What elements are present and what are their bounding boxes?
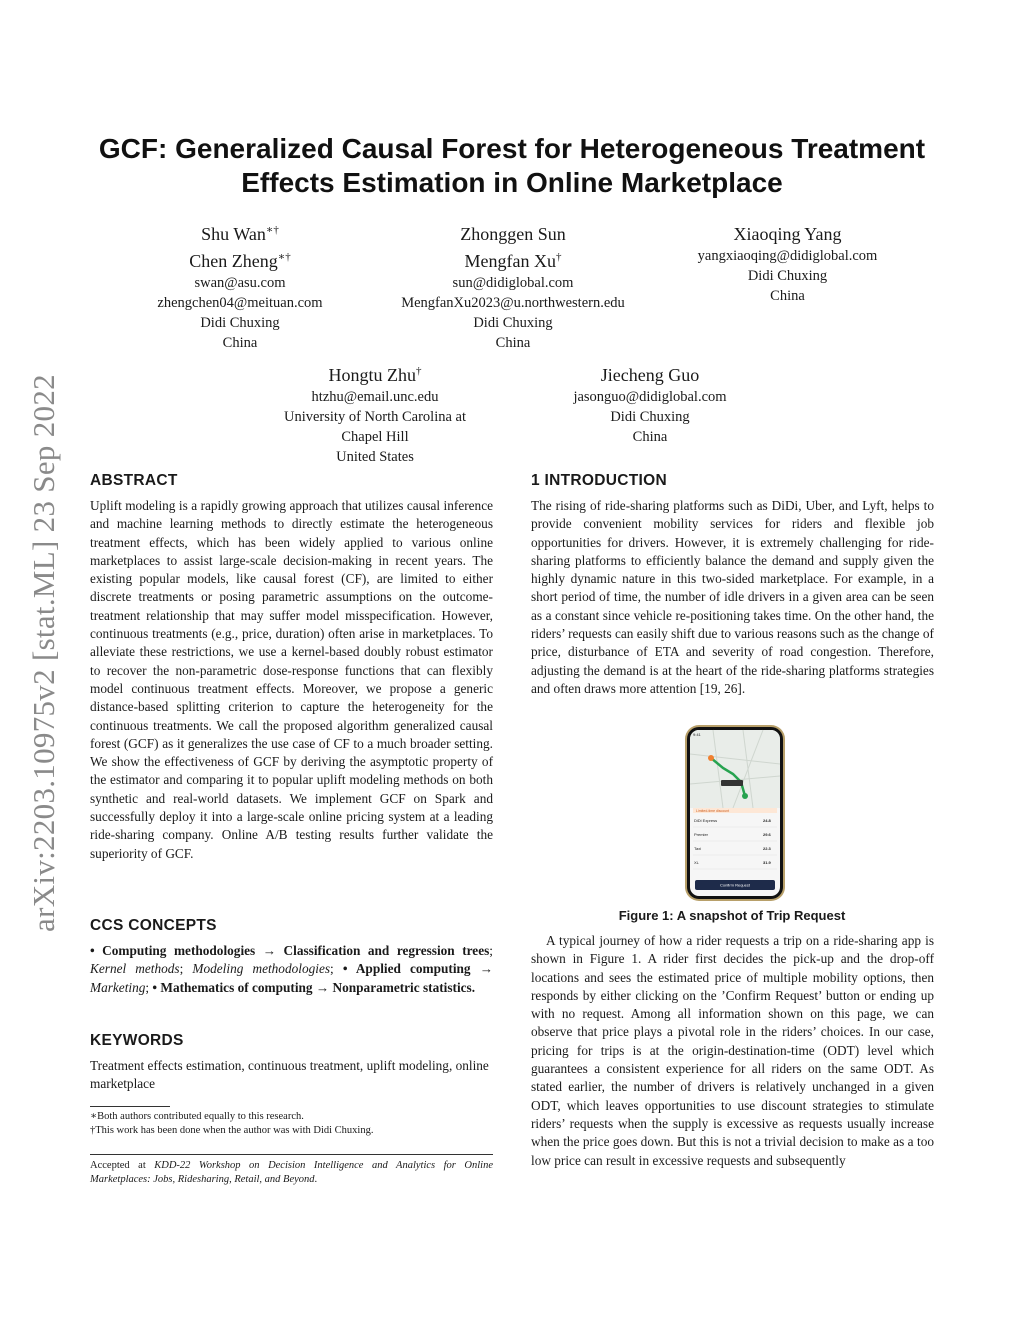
author-affiliation: Didi Chuxing	[610, 409, 690, 425]
ccs-term: • Applied computing	[342, 961, 471, 977]
author-email: sun@didiglobal.com	[452, 275, 574, 291]
author-email: jasonguo@didiglobal.com	[573, 389, 727, 405]
figure-caption: Figure 1: A snapshot of Trip Request	[618, 908, 846, 923]
ride-option-name: DiDi Express	[694, 818, 718, 823]
author-country: China	[632, 429, 668, 445]
author-email: MengfanXu2023@u.northwestern.edu	[401, 295, 625, 311]
ccs-term: Marketing	[90, 979, 146, 995]
intro-p2-text: A typical journey of how a rider requests a trip on a ride-sharing app is shown in Figure 1. A rider first decides the pick-up and the drop-off locations and sees the estimated price of multiple mobility options, then responds by either clicking on the ’Confirm Request’ button or ending up with no request. Among all information shown on this page, we can observe that price plays a pivotal role in the riders’ choices. In our case, pricing for trips is at the origin-destination-time (ODT) level which guarantees a consistent experience for all riders on the same ODT. As stated earlier, the number of drivers is relatively unchanged in a given ODT, which leaves opportunities to use discount strategies to stimulate riders’ requests when the supply is excessive as requests usually increase when the price goes down. But this is not a trivial decision to make as a too low price can result in excessive requests and subsequently	[531, 933, 934, 1168]
accepted-note: Accepted at KDD-22 Workshop on Decision Intelligence and Analytics for Online Marketplaces: Jobs, Ridesharing, Retail, and Beyond.	[90, 1160, 493, 1185]
discount-banner-text: Limited-time discount	[696, 809, 730, 813]
author-affiliation: Chapel Hill	[341, 429, 409, 445]
ccs-body: • Computing methodologies → Classification and regression trees; Kernel methods; Modeling methodologies; • Applied computing → Marketing; • Mathematics of computing → Nonparametric statistics.	[90, 943, 493, 995]
author-affiliation: Didi Chuxing	[747, 268, 828, 284]
ccs-heading: CCS CONCEPTS	[90, 917, 217, 934]
author-country: China	[495, 335, 531, 351]
ride-option-price: 24.8	[763, 818, 771, 823]
arxiv-stamp-text: arXiv:2203.10975v2 [stat.ML] 23 Sep 2022	[26, 374, 61, 932]
author-email: yangxiaoqing@didiglobal.com	[697, 248, 878, 264]
venue-name: KDD-22 Workshop on Decision Intelligence and Analytics for Online Marketplaces: Jobs, Ridesharing, Retail, and Beyond	[90, 1160, 493, 1185]
keywords-heading: KEYWORDS	[90, 1032, 184, 1049]
intro-p1-text: The rising of ride-sharing platforms such as DiDi, Uber, and Lyft, helps to provide convenient mobility services for riders and flexible job opportunities for drivers. However, it is extremely challenging for ride-sharing platforms to efficiently balance the demand and supply given the highly dynamic nature in this two-sided marketplace. For example, in a short period of time, the number of idle drivers in a given area can be seen as a constant since vehicle re-positioning takes time. On the other hand, the riders’ requests can easily shift due to various reasons such as the change of price, disturbance of ETA and severity of road congestion. Therefore, adjusting the demand is at the heart of the ride-sharing platforms strategies and often draws more attention [19, 26].	[531, 498, 934, 696]
ccs-term: Kernel methods	[90, 961, 180, 977]
author-block-2	[373, 219, 653, 353]
ride-option-price: 22.3	[763, 846, 771, 851]
map-area-bottom	[690, 794, 780, 808]
author-country: China	[770, 288, 805, 304]
footnote: ∗Both authors contributed equally to this research.	[90, 1111, 304, 1122]
author-name: Mengfan Xu†	[464, 251, 562, 271]
author-name: Xiaoqing Yang	[733, 224, 842, 244]
author-email: zhengchen04@meituan.com	[157, 295, 323, 311]
abstract-text: Uplift modeling is a rapidly growing approach that utilizes causal inference and machine learning methods to directly estimate the heterogeneous treatment effects, which has been widely applied to various online marketplaces to assist large-scale decision-making in recent years. The existing popular models, like causal forest (CF), are limited to either discrete treatments or posing parametric assumptions on the outcome-treatment relationship that may suffer model misspecification. However, continuous treatments (e.g., price, duration) often arise in marketplaces. To alleviate these restrictions, we use a kernel-based doubly robust estimator to recover the non-parametric dose-response functions that can flexibly model continuous treatment effects. Moreover, we propose a generic distance-based splitting criterion to capture the heterogeneity for the continuous treatments. We call the proposed algorithm generalized causal forest (GCF) as it generalizes the use case of CF to a much broader setting. We show the effectiveness of GCF by deriving the asymptotic property of the estimator and comparing it to popular uplift modeling methods on both synthetic and real-world datasets. We implement GCF on Spark and successfully deploy it into a large-scale online pricing system at a leading ride-sharing company. Online A/B testing results further validate the superiority of GCF.	[90, 498, 493, 861]
author-block-5	[540, 360, 760, 447]
title-line-1: GCF: Generalized Causal Forest for Heterogeneous Treatment	[98, 133, 926, 164]
author-name: Hongtu Zhu†	[328, 365, 422, 385]
footnote: †This work has been done when the author was with Didi Chuxing.	[90, 1125, 374, 1136]
ride-option-price: 29.6	[763, 832, 771, 837]
keywords-text: Treatment effects estimation, continuous treatment, uplift modeling, online marketplace	[90, 1058, 489, 1092]
keywords-body	[90, 1057, 493, 1094]
ccs-term: Modeling methodologies	[192, 961, 331, 977]
author-country: United States	[336, 449, 414, 465]
footnote-rule	[90, 1106, 170, 1107]
author-name: Chen Zheng∗†	[189, 251, 291, 271]
author-block-3	[675, 219, 900, 306]
author-block-4	[255, 360, 495, 467]
ride-option-name: XL	[694, 860, 699, 865]
map-label	[721, 780, 743, 786]
author-email: swan@asu.com	[194, 275, 286, 291]
accepted-rule	[90, 1154, 493, 1155]
intro-heading: 1 INTRODUCTION	[531, 472, 667, 489]
arxiv-stamp	[26, 346, 62, 960]
paper-title	[90, 132, 934, 200]
pickup-marker	[708, 755, 714, 761]
ccs-term: • Computing methodologies → Classification and regression trees	[90, 943, 490, 958]
dropoff-marker	[742, 793, 748, 799]
phone-time: 9:41	[693, 732, 701, 737]
author-email: htzhu@email.unc.edu	[311, 389, 439, 405]
confirm-request-label: Confirm Request	[719, 882, 751, 888]
intro-paragraph-1	[531, 497, 934, 698]
author-affiliation: Didi Chuxing	[200, 315, 280, 331]
ccs-term: • Mathematics of computing → Nonparametric statistics.	[152, 979, 476, 995]
author-affiliation: Didi Chuxing	[473, 315, 553, 331]
ride-option-name: Premier	[694, 832, 709, 837]
author-block-1	[130, 219, 350, 353]
author-name: Zhonggen Sun	[460, 224, 566, 244]
abstract-body	[90, 497, 493, 863]
phone-illustration	[683, 724, 787, 902]
author-name: Jiecheng Guo	[600, 365, 700, 385]
abstract-heading: ABSTRACT	[90, 472, 178, 489]
author-affiliation: University of North Carolina at	[283, 409, 466, 425]
title-line-2: Effects Estimation in Online Marketplace	[241, 167, 783, 198]
author-country: China	[222, 335, 258, 351]
footnotes	[90, 1110, 493, 1138]
trip-request-figure	[683, 724, 787, 902]
intro-paragraph-2	[531, 932, 934, 1170]
ride-option-name: Taxi	[694, 846, 702, 851]
author-name: Shu Wan∗†	[201, 224, 279, 244]
ride-option-price: 31.9	[763, 860, 771, 865]
